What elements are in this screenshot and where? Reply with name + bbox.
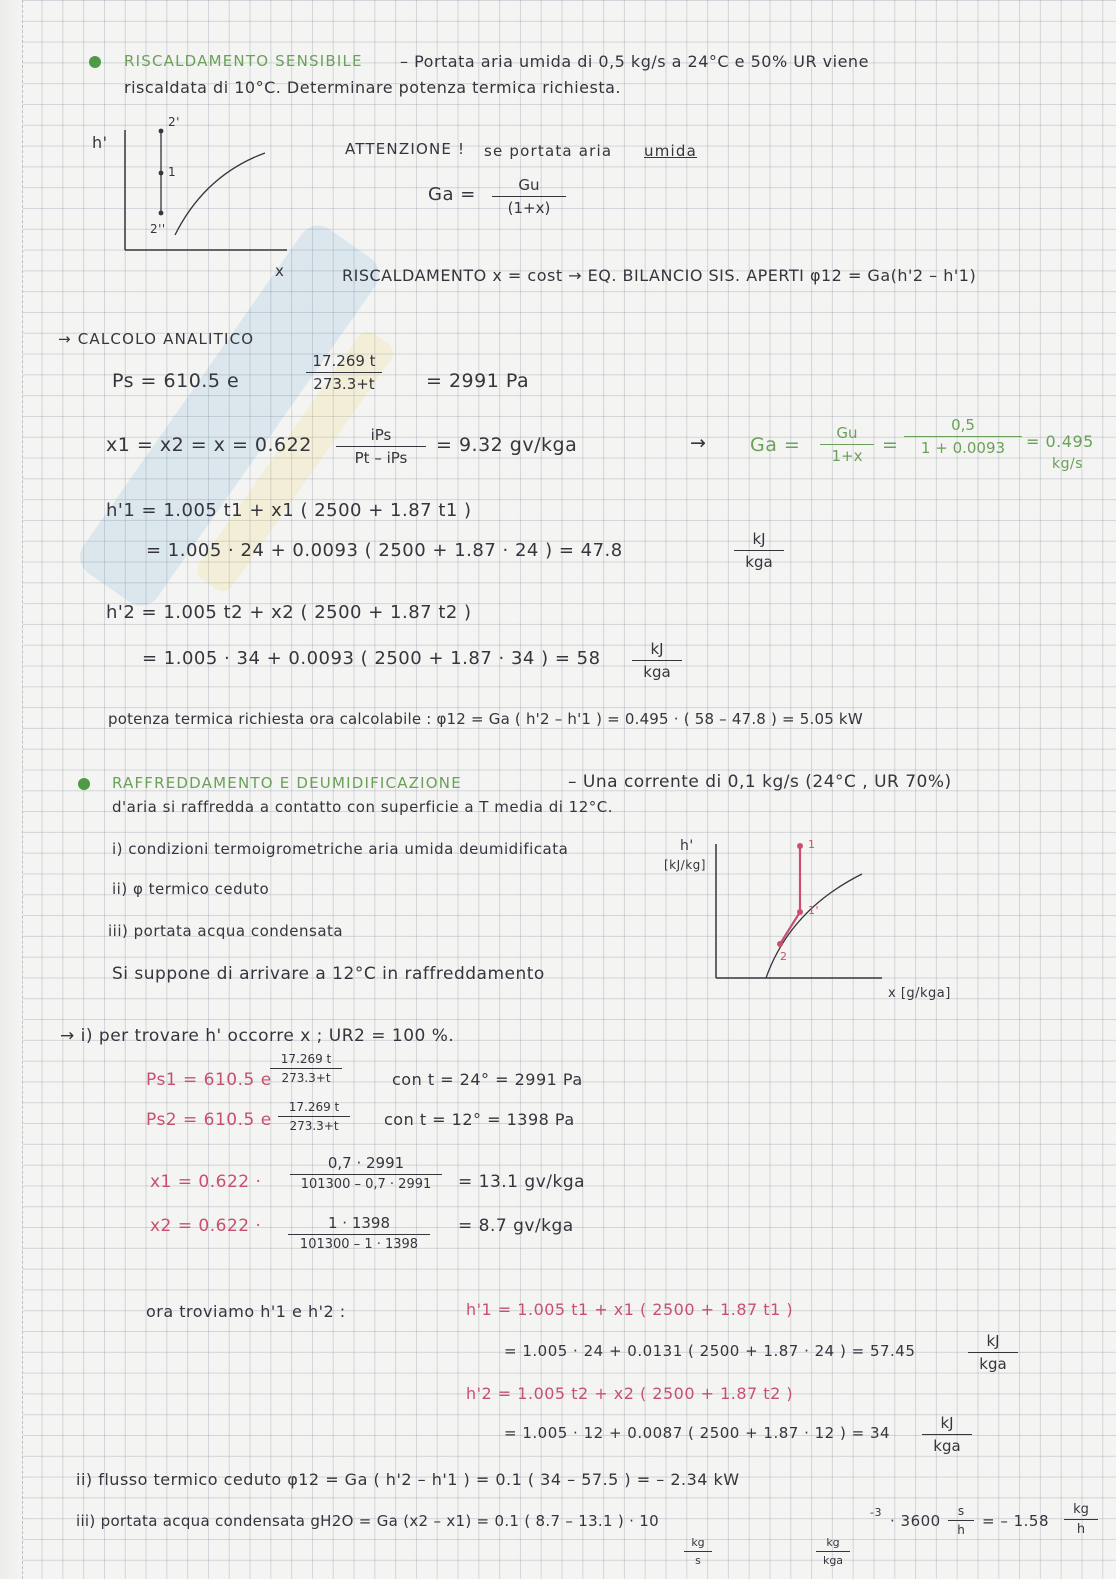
attention-label: ATTENZIONE ! (345, 140, 466, 158)
ps2-exp-num: 17.269 t (278, 1100, 350, 1117)
section1-title: RISCALDAMENTO SENSIBILE (124, 52, 363, 70)
section2-intro-line1: – Una corrente di 0,1 kg/s (24°C , UR 70%) (568, 772, 952, 792)
find-h-line: ora troviamo h'1 e h'2 : (146, 1302, 346, 1321)
h1-unit-num: kJ (734, 530, 784, 551)
sub-unit-kg-s (684, 1536, 712, 1567)
question-1: i) condizioni termoigrometriche aria umida deumidificata (112, 840, 569, 858)
section1-intro-line1: – Portata aria umida di 0,5 kg/s a 24°C e 50% UR viene (400, 52, 869, 71)
diagram2-y-unit: [kJ/kg] (664, 858, 706, 872)
ga-arrow: → (690, 432, 707, 454)
ps-exponent-fraction (306, 352, 382, 393)
cond-s: s (948, 1504, 974, 1521)
assumption-line: Si suppone di arrivare a 12°C in raffreddamento (112, 964, 545, 984)
x-denominator: Pt – iPs (354, 449, 408, 467)
ga-formula-lhs: Ga = (428, 184, 476, 205)
cond-unit-den: h (1076, 1522, 1086, 1537)
condensate-unit (1064, 1502, 1098, 1537)
ps-exp-denominator: 273.3+t (313, 375, 375, 393)
ga2-fraction1 (820, 424, 874, 465)
h2-calc: = 1.005 · 34 + 0.0093 ( 2500 + 1.87 · 34 ) = 58 (142, 648, 601, 669)
sub-unit-kg-kga (816, 1536, 850, 1567)
cond-unit-num: kg (1064, 1502, 1098, 1520)
ps1-exponent (270, 1052, 342, 1085)
analytic-label: → CALCOLO ANALITICO (58, 330, 255, 348)
x2-lhs: x2 = 0.622 · (150, 1216, 262, 1236)
diagram1-point-top: 2' (168, 115, 180, 129)
step1-line: → i) per trovare h' occorre x ; UR2 = 100 %. (60, 1026, 455, 1046)
attention-text: se portata aria (484, 142, 613, 160)
h1-unit (734, 530, 784, 571)
ga2-lhs: Ga = (750, 434, 801, 456)
h2-unit-den: kga (643, 663, 671, 681)
question-3: iii) portata acqua condensata (108, 922, 344, 940)
x1-fraction (290, 1154, 442, 1192)
diagram1-point-mid: 1 (168, 165, 177, 179)
sub-kga: kga (822, 1554, 844, 1567)
ga-denominator: (1+x) (507, 199, 551, 217)
h1-unit2-den: kga (979, 1355, 1007, 1373)
h1-formula: h'1 = 1.005 t1 + x1 ( 2500 + 1.87 t1 ) (106, 500, 472, 521)
ga2-fraction2 (904, 416, 1022, 457)
ps1-lhs: Ps1 = 610.5 e (146, 1070, 272, 1090)
h1-calc: = 1.005 · 24 + 0.0093 ( 2500 + 1.87 · 24 ) = 47.8 (146, 540, 623, 561)
condensate-s-per-h (948, 1504, 974, 1537)
ps-lhs: Ps = 610.5 e (112, 370, 240, 392)
h2-unit2-den: kga (933, 1437, 961, 1455)
condensate-tail: · 3600 (890, 1512, 941, 1530)
section-bullet (78, 778, 90, 790)
h2-unit (632, 640, 682, 681)
x2-rhs: = 8.7 gv/kga (458, 1216, 574, 1236)
diagram2-point-2: 2 (780, 950, 788, 963)
ga2-num1: Gu (820, 424, 874, 445)
x1-numerator: 0,7 · 2991 (290, 1154, 442, 1175)
heating-line: RISCALDAMENTO x = cost → EQ. BILANCIO SIS. APERTI φ12 = Ga(h'2 – h'1) (342, 266, 977, 285)
h1-unit-den: kga (745, 553, 773, 571)
h1-unit-2 (968, 1332, 1018, 1373)
diagram2-x-label: x [g/kga] (888, 986, 951, 1001)
diagram1-point-bot: 2'' (150, 222, 166, 236)
condensate-exponent: -3 (870, 1506, 882, 1519)
x2-fraction (288, 1214, 430, 1252)
notebook-margin (0, 0, 23, 1579)
ps2-exponent (278, 1100, 350, 1133)
ps2-exp-den: 273.3+t (289, 1119, 339, 1133)
ps-exp-numerator: 17.269 t (306, 352, 382, 373)
ga2-unit: kg/s (1052, 456, 1084, 472)
x-fraction (336, 426, 426, 467)
diagram1-y-label: h' (92, 133, 108, 152)
ga2-den1: 1+x (831, 447, 863, 465)
diagram1-plot (115, 115, 295, 265)
sub-kg: kg (684, 1536, 712, 1552)
x2-numerator: 1 · 1398 (288, 1214, 430, 1235)
h2-unit-num: kJ (632, 640, 682, 661)
sub-s: s (695, 1554, 701, 1567)
attention-word: umida (644, 142, 697, 160)
section2-intro-line2: d'aria si raffredda a contatto con superficie a T media di 12°C. (112, 798, 614, 816)
diagram2-point-1prime: 1' (808, 904, 820, 917)
x-lhs: x1 = x2 = x = 0.622 (106, 434, 312, 456)
heat-flow-line: ii) flusso termico ceduto φ12 = Ga ( h'2 – h'1 ) = 0.1 ( 34 – 57.5 ) = – 2.34 kW (76, 1470, 740, 1489)
ps1-exp-num: 17.269 t (270, 1052, 342, 1069)
x-rhs: = 9.32 gv/kga (436, 434, 578, 456)
ps-rhs: = 2991 Pa (426, 370, 530, 392)
h1-formula-2: h'1 = 1.005 t1 + x1 ( 2500 + 1.87 t1 ) (466, 1300, 794, 1319)
section2-title: RAFFREDDAMENTO E DEUMIDIFICAZIONE (112, 774, 462, 792)
x1-rhs: = 13.1 gv/kga (458, 1172, 586, 1192)
x-numerator: iPs (336, 426, 426, 447)
h2-formula-2: h'2 = 1.005 t2 + x2 ( 2500 + 1.87 t2 ) (466, 1384, 794, 1403)
x2-denominator: 101300 – 1 · 1398 (299, 1237, 419, 1252)
h2-calc-2: = 1.005 · 12 + 0.0087 ( 2500 + 1.87 · 12 ) = 34 (504, 1424, 891, 1442)
ga2-rhs: = 0.495 (1026, 432, 1094, 451)
power-result-line: potenza termica richiesta ora calcolabile : φ12 = Ga ( h'2 – h'1 ) = 0.495 · ( 58 – 47.8 ) = 5.05 kW (108, 710, 863, 728)
ga2-equals: = (882, 434, 899, 456)
h2-formula: h'2 = 1.005 t2 + x2 ( 2500 + 1.87 t2 ) (106, 602, 472, 623)
ps1-rhs: con t = 24° = 2991 Pa (392, 1070, 583, 1089)
ga2-den2: 1 + 0.0093 (920, 439, 1006, 457)
cond-h: h (957, 1523, 965, 1537)
question-2: ii) φ termico ceduto (112, 880, 270, 898)
section1-intro-line2: riscaldata di 10°C. Determinare potenza termica richiesta. (124, 78, 622, 97)
diagram2-plot (700, 840, 890, 990)
h1-unit2-num: kJ (968, 1332, 1018, 1353)
ps1-exp-den: 273.3+t (281, 1071, 331, 1085)
condensate-line: iii) portata acqua condensata gH2O = Ga (x2 – x1) = 0.1 ( 8.7 – 13.1 ) · 10 (76, 1512, 659, 1530)
h2-unit-2 (922, 1414, 972, 1455)
condensate-result: = – 1.58 (982, 1512, 1050, 1530)
diagram1-x-label: x (275, 262, 285, 280)
section-bullet (89, 56, 101, 68)
ga2-num2: 0,5 (904, 416, 1022, 437)
ga-formula-fraction (492, 176, 566, 217)
h1-calc-2: = 1.005 · 24 + 0.0131 ( 2500 + 1.87 · 24 ) = 57.45 (504, 1342, 916, 1360)
ps2-lhs: Ps2 = 610.5 e (146, 1110, 272, 1130)
diagram2-y-label: h' (680, 838, 694, 854)
ps2-rhs: con t = 12° = 1398 Pa (384, 1110, 575, 1129)
x1-denominator: 101300 – 0,7 · 2991 (300, 1177, 432, 1192)
h2-unit2-num: kJ (922, 1414, 972, 1435)
x1-lhs: x1 = 0.622 · (150, 1172, 262, 1192)
ga-numerator: Gu (492, 176, 566, 197)
sub-kg2: kg (816, 1536, 850, 1552)
diagram2-point-1: 1 (808, 838, 816, 851)
